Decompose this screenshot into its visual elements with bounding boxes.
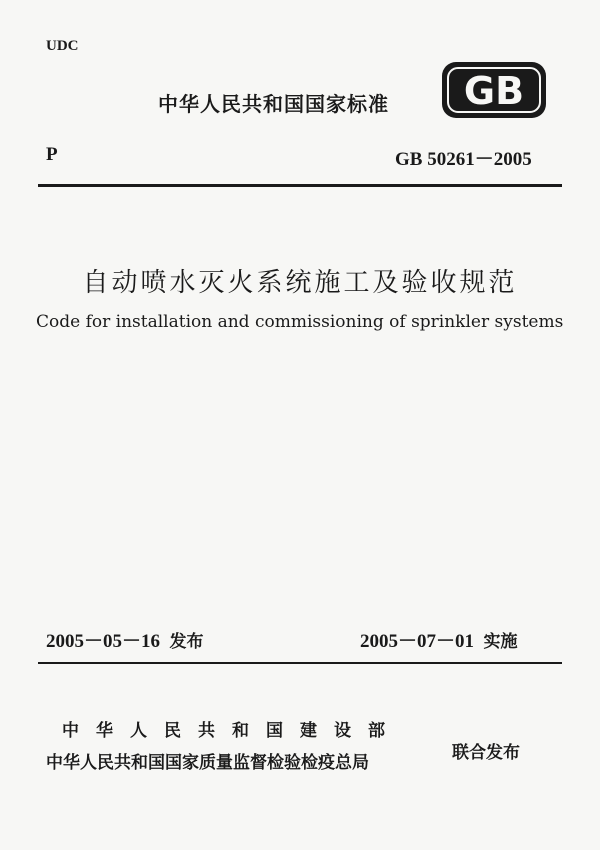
classification-code: P xyxy=(46,144,58,165)
joint-publish-label: 联合发布 xyxy=(452,743,520,763)
gb-logo xyxy=(440,60,548,120)
implement-date-line xyxy=(360,626,518,653)
issue-date: 2005－05－16 xyxy=(46,631,161,652)
publisher-1: 中华人民共和国建设部 xyxy=(62,721,402,741)
svg-text:GB: GB xyxy=(463,69,525,113)
document-title-zh: 自动喷水灭火系统施工及验收规范 xyxy=(82,268,518,298)
publisher-2: 中华人民共和国国家质量监督检验检疫总局 xyxy=(46,753,369,773)
issue-label: 发布 xyxy=(169,632,204,652)
issue-date-line xyxy=(46,626,204,653)
document-title-en: Code for installation and commissioning of sprinkler systems xyxy=(36,312,564,332)
implement-label: 实施 xyxy=(483,632,518,652)
standard-number: GB 50261－2005 xyxy=(395,149,532,170)
standard-type-title: 中华人民共和国国家标准 xyxy=(158,92,389,116)
footer-divider xyxy=(38,662,562,664)
implement-date: 2005－07－01 xyxy=(360,631,475,652)
udc-label: UDC xyxy=(46,38,79,54)
header-divider xyxy=(38,184,562,187)
